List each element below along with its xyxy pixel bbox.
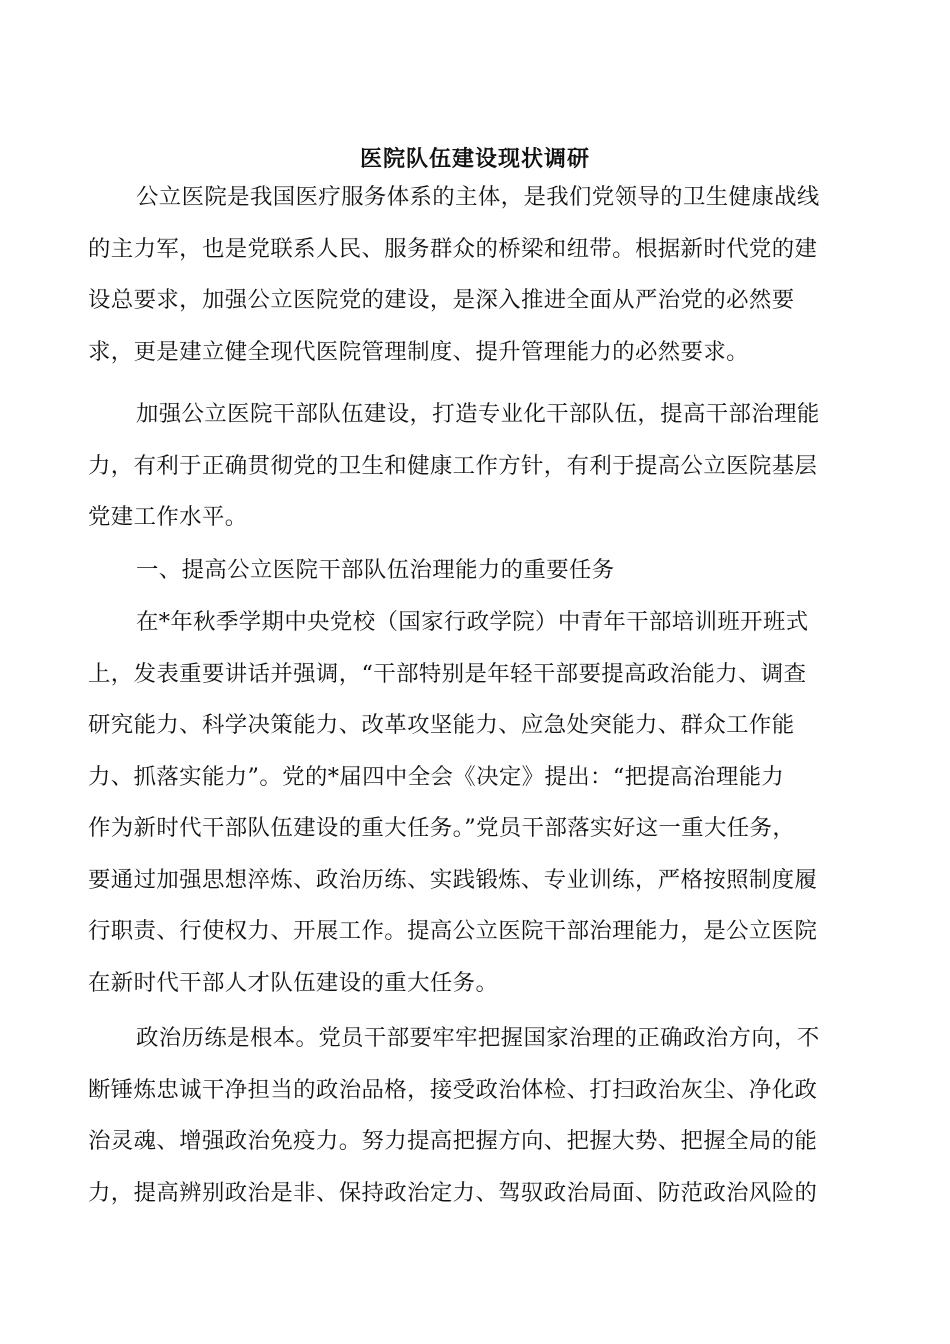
text-line: 力，提高辨别政治是非、保持政治定力、驾驭政治局面、防范政治风险的: [88, 1179, 818, 1206]
document-title: 医院队伍建设现状调研: [359, 146, 590, 172]
text-line: 研究能力、科学决策能力、改革攻坚能力、应急处突能力、群众工作能: [88, 712, 795, 738]
text-line: 公立医院是我国医疗服务体系的主体，是我们党领导的卫生健康战线: [136, 184, 820, 210]
text-line: 要通过加强思想淬炼、政治历练、实践锻炼、专业训练，严格按照制度履: [88, 866, 818, 893]
text-line: 在新时代干部人才队伍建设的重大任务。: [88, 969, 499, 996]
text-line: 治灵魂、增强政治免疫力。努力提高把握方向、把握大势、把握全局的能: [88, 1128, 818, 1154]
text-line: 求，更是建立健全现代医院管理制度、提升管理能力的必然要求。: [88, 338, 749, 365]
text-line: 设总要求，加强公立医院党的建设，是深入推进全面从严治党的必然要: [88, 287, 795, 313]
text-line: 政治历练是根本。党员干部要牢牢把握国家治理的正确政治方向，不: [136, 1025, 820, 1051]
section-heading-text: 一、提高公立医院干部队伍治理能力的重要任务: [136, 557, 615, 583]
text-line: 力、抓落实能力”。党的*届四中全会《决定》提出：“把提高治理能力: [88, 763, 785, 790]
text-line: 的主力军，也是党联系人民、服务群众的桥梁和纽带。根据新时代党的建: [88, 235, 818, 262]
text-line: 加强公立医院干部队伍建设，打造专业化干部队伍，提高干部治理能: [136, 401, 820, 427]
text-line: 行职责、行使权力、开展工作。提高公立医院干部治理能力，是公立医院: [88, 918, 818, 944]
paragraph-political-training: [88, 1013, 862, 1219]
paragraph-intro: [88, 172, 862, 378]
text-line: 在*年秋季学期中央党校（国家行政学院）中青年干部培训班开班式: [136, 609, 809, 635]
text-line: 力，有利于正确贯彻党的卫生和健康工作方针，有利于提高公立医院基层: [88, 452, 818, 479]
text-line: 断锤炼忠诚干净担当的政治品格，接受政治体检、打扫政治灰尘、净化政: [88, 1076, 818, 1103]
paragraph-cadre-building: [88, 389, 862, 544]
text-line: 上，发表重要讲话并强调，“干部特别是年轻干部要提高政治能力、调查: [88, 660, 807, 687]
text-line: 作为新时代干部队伍建设的重大任务。”党员干部落实好这一重大任务，: [88, 815, 796, 841]
text-line: 党建工作水平。: [88, 504, 248, 530]
section-heading-1: [88, 545, 862, 597]
paragraph-important-tasks: [88, 597, 862, 1009]
